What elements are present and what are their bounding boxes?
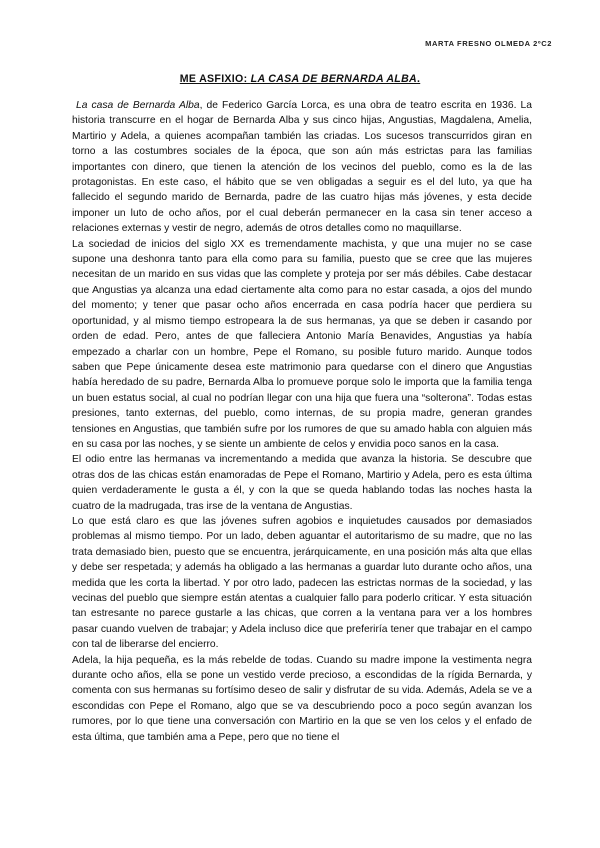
paragraph-4: Lo que está claro es que las jóvenes sufren agobios e inquietudes causados por demasiados problemas al mismo tiempo. Por un lado, deben aguantar el autoritarismo de su madre, que no las trata demasiado bien, puesto que se encuentra, jerárquicamente, en una posición más alta que ellas y debe ser respetada; y además ha obligado a las hermanas a guardar luto durante ocho años, una medida que les corta la libertad. Y por otro lado, padecen las estrictas normas de la sociedad, y las vecinas del pueblo que siempre están atentas a cualquier fallo para poderlo criticar. Y esta situación tan estresante no parece gustarle a las chicas, que corren a la ventana para ver a los hombres pasar cuando vuelven de trabajar; y Adela incluso dice que preferiría tener que trabajar en el campo con tal de liberarse del encierro. (72, 515, 532, 651)
paragraph-5: Adela, la hija pequeña, es la más rebelde de todas. Cuando su madre impone la vestimenta negra durante ocho años, ella se pone un vestido verde precioso, a escondidas de la rígida Bernarda, y comenta con sus hermanas su fortísimo deseo de salir y disfrutar de su vida. Además, Adela se ve a escondidas con Pepe el Romano, algo que se va descubriendo poco a poco según avanzan los rumores, por lo que tiene una conversación con Martirio en la que se ven los celos y el enfado de esta última, que también ama a Pepe, pero que no tiene el (72, 654, 532, 743)
paragraph-1 (72, 98, 532, 237)
author-header: MARTA FRESNO OLMEDA 2ºC2 (425, 39, 552, 48)
document-title (0, 73, 600, 85)
title-work: LA CASA DE BERNARDA ALBA (250, 73, 417, 85)
paragraph-3: El odio entre las hermanas va incrementando a medida que avanza la historia. Se descubre que otras dos de las chicas están enamoradas de Pepe el Romano, Martirio y Adela, pero es esta última quien verdaderamente le gusta a él, y con la que se queda hablando todas las noches hasta la cuatro de la madrugada, tras irse de la ventana de Angustias. (72, 454, 532, 512)
document-body (72, 98, 532, 745)
paragraph-2: La sociedad de inicios del siglo XX es tremendamente machista, y que una mujer no se case supone una deshonra tanto para ella como para su familia, puesto que se cree que las mujeres necesitan de un marido en sus vidas que las complete y proteja por ser más débiles. Cabe destacar que Angustias ya alcanza una edad ciertamente alta como para no estar casada, a ojos del mundo del momento; y tener que pasar ocho años encerrada en casa podría hacer que perdiera su oportunidad, y al mismo tiempo estropeara la de sus hermanas, ya que se deben ir casando por orden de edad. Pero, antes de que falleciera Antonio María Benavides, Angustias ya había empezado a charlar con un hombre, Pepe el Romano, su posible futuro marido. Aunque todos saben que Pepe únicamente desea este matrimonio para quedarse con el dinero que Angustias había heredado de su padre, Bernarda Alba lo promueve porque solo le importa que la familia tenga un buen estatus social, al cual no podrían llegar con una hija que fuera una “solterona”. Todas estas presiones, tanto externas, del pueblo, como internas, de su propia madre, generan grandes tensiones en Angustias, que también sufre por los rumores de que su amado habla con alguien más en su casa por las noches, y se siente un ambiente de celos y envidia poco sanos en la casa. (72, 238, 532, 450)
title-prefix: ME ASFIXIO: (179, 73, 251, 85)
title-suffix: . (416, 73, 421, 85)
paragraph-1-lead: La casa de Bernarda Alba (76, 100, 200, 111)
paragraph-1-text: , de Federico García Lorca, es una obra de teatro escrita en 1936. La historia transcurre en el hogar de Bernarda Alba y sus cinco hijas, Angustias, Magdalena, Amelia, Martirio y Adela, a quienes acompañan también las criadas. Los sucesos transcurridos giran en torno a las costumbres sociales de la época, que son aún más estrictas para las familias importantes con dinero, que tienen la atención de los vecinos del pueblo, como es la de las protagonistas. En este caso, el hábito que se ven obligadas a seguir es el del luto, ya que ha fallecido el segundo marido de Bernarda, padre de las cuatro hijas más jóvenes, y esta decide imponer un luto de ocho años, por el cual deberán permanecer en la casa sin tener acceso a relaciones externas y vestir de negro, además de otros detalles como no maquillarse. (72, 100, 532, 235)
